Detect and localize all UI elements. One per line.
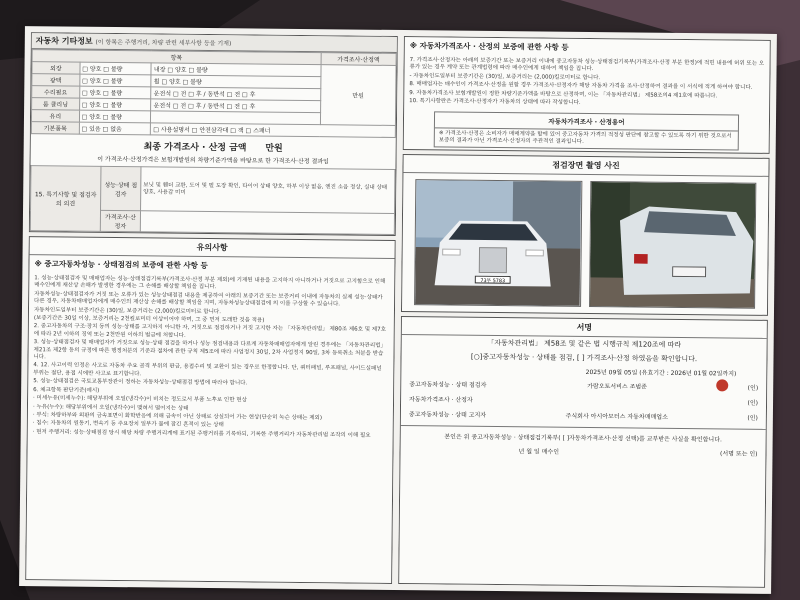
note-item: · 누유(누수): 해당부위에서 오일(냉각수)이 맺혀서 떨어지는 상태 bbox=[32, 403, 189, 412]
seal-stamp-icon bbox=[716, 380, 728, 392]
section-title-text: 자동차 기타정보 bbox=[35, 36, 93, 46]
signer-role: 중고자동차성능 · 상태 고지자 bbox=[408, 411, 487, 420]
row-detail: 휠 □ 양호 □ 불량 bbox=[151, 75, 320, 89]
inspector-opinion: 보닛 및 휀더 교환, 도어 및 펄 도장 확인, 타이어 상태 양호, 하부 이상 없음, 엔진 소음 정상, 실내 상태 양호, 사용감 미미 bbox=[141, 167, 395, 214]
front-car-photo bbox=[414, 180, 582, 308]
issue-date: 2025년 09월 05일 (유효기간 : 2026년 01월 02일까지) bbox=[585, 369, 737, 378]
row-options: □ 양호 □ 불량 bbox=[79, 86, 151, 99]
photo-row bbox=[402, 173, 768, 315]
right-column bbox=[398, 36, 771, 588]
row-detail: 내장 □ 양호 □ 불량 bbox=[151, 63, 320, 77]
row-category: 광택 bbox=[32, 74, 80, 86]
note-item: 9. 자동차가격조사 보험개발원이 정한 차량기준가액을 바탕으로 산정하며, 이는 「자동차관리법」 제58조의4 제1호에 따릅니다. bbox=[409, 89, 718, 99]
receipt-block bbox=[400, 425, 765, 461]
legal-text-2: [○]중고자동차성능 · 상태를 점검, [ ] 가격조사·산정 하였음을 확인합니다. bbox=[470, 353, 698, 364]
seal-mark: (인) bbox=[747, 385, 759, 393]
special-notes-table bbox=[30, 165, 396, 235]
col-item-header: 항목 bbox=[32, 50, 321, 65]
notice-list bbox=[28, 272, 395, 444]
appraiser-opinion bbox=[140, 211, 394, 235]
legal-text-1: 「자동차관리법」 제58조 및 같은 법 시행규칙 제120조에 따라 bbox=[487, 339, 682, 350]
price-unit: 만원 bbox=[320, 65, 396, 126]
row-options: □ 양호 □ 불량 bbox=[79, 110, 151, 123]
row-category: 유리 bbox=[31, 110, 79, 122]
note-item: 4. 12. 사고이력 인정은 사고로 자동차 주요 골격 부위의 판금, 용접수리 및 교환이 있는 경우로 한정합니다. 단, 쿼터패널, 루프패널, 사이드실패널 부위는 절단, 용접 시에만 사고로 표기합니다. bbox=[33, 362, 382, 378]
license-plate-text: 73무 5783 bbox=[480, 279, 506, 285]
inspection-record-sheet bbox=[19, 26, 777, 594]
note-item: 자동차성능·상태점검자가 거짓 또는 오류가 있는 성능상태점검 내용을 제공하여 아래의 보증기간 또는 보증거리 이내에 자동차의 실제 성능·상태가 다른 경우, 자동차매매업자에게 매수인의 재산상 손해를 배상할 책임을 지며, 자동차성능상태점검에 의 이를 구상할 수 있습니다. bbox=[34, 291, 383, 308]
row-category: 외장 bbox=[32, 62, 80, 74]
signer-role: 중고자동차성능 · 상태 점검자 bbox=[409, 381, 487, 390]
receipt-text: 본인은 위 중고자동차성능 · 상태점검기록부( [ ]자동차가격조사·산정 선택)를 교부받은 사실을 확인합니다. bbox=[444, 433, 722, 444]
final-price-label: 최종 가격조사 · 산정 금액 bbox=[143, 142, 247, 154]
note-item: · 현저 주행거리: 성능·상태점검 당시 해당 차량 주행거리계에 표기된 주행거리를 기록하되, 기록한 주행거리가 자동차관리법 조작의 이해 필요 bbox=[32, 428, 371, 439]
row-category: 수리필요 bbox=[32, 86, 80, 98]
note-item: - 자동차인도일부터 보증기간은 (30)일, 보증거리는 (2,000)킬로미터로 합니다. bbox=[409, 72, 601, 81]
note-item: 자동차인도일부터 보증기간은 (30)일, 보증거리는 (2,000)킬로미터로 합니다. bbox=[33, 306, 222, 315]
photo-title: 점검장면 촬영 사진 bbox=[403, 155, 768, 177]
seal-mark: (인) bbox=[747, 400, 759, 408]
signature-section bbox=[398, 316, 768, 587]
final-price-note: 이 가격조사·산정가격은 보험개발원의 차량기준가액을 바탕으로 한 가격조사·산정 결과임 bbox=[97, 155, 329, 166]
receipt-sign: (서명 또는 인) bbox=[719, 450, 758, 459]
row-detail: □ 사용설명서 □ 안전삼각대 □ 잭 □ 스패너 bbox=[151, 123, 396, 138]
seal-mark: (인) bbox=[747, 415, 758, 423]
note-item: 6. 체크항목 판단기준(예시) bbox=[33, 386, 100, 394]
left-column bbox=[25, 32, 398, 584]
row-category: 룸 클리닝 bbox=[32, 98, 80, 110]
signer-row bbox=[401, 406, 766, 425]
row-category: 기본품목 bbox=[31, 122, 79, 134]
notice-title: 유의사항 bbox=[30, 237, 395, 259]
row-options: □ 양호 □ 불량 bbox=[80, 62, 152, 75]
notice-section bbox=[25, 236, 396, 584]
note-item: 7. 가격조사·산정자는 아래의 보증기간 또는 보증거리 이내에 중고자동차 성능·상태점검기록부(가격조사·산정 부분 한정)에 적힌 내용에 허위 또는 오류가 있는 경우 계약 또는 관계법령에 따라 매수인에게 대하여 책임을 집니다. bbox=[409, 57, 765, 73]
special-notes-label: 15. 특기사항 및 점검자의 의견 bbox=[30, 166, 101, 232]
note-item: · 부식: 차량하부와 외판의 금속표면이 화학반응에 의해 금속이 아닌 상태로 상실되어 가는 현상(단순히 녹슨 상태는 제외) bbox=[32, 412, 323, 422]
row-options: □ 양호 □ 불량 bbox=[79, 98, 151, 111]
signer-role: 자동차가격조사 · 산정자 bbox=[409, 396, 473, 405]
appraiser-label: 가격조사·산정자 bbox=[100, 210, 140, 231]
notice-heading: ※ 중고자동차성능 · 상태점검의 보증에 관한 사항 등 bbox=[34, 259, 208, 271]
row-options: □ 양호 □ 불량 bbox=[80, 74, 152, 87]
col-price-header: 가격조사·산정액 bbox=[321, 53, 396, 66]
receipt-date: 년 월 일 매수인 bbox=[518, 448, 560, 457]
signer-name: 주식회사 아시아모터스 자동차매매업소 bbox=[565, 413, 668, 422]
note-item: 3. 성능·상태점검자 및 매매업자가 거짓으로 성능·상태 점검을 하거나 성능 점검내용과 다르게 자동차매매업자에게 알린 경우에는 「자동차관리법」 제21조 제2항 등의 규정에 따른 행정처분의 기준과 절차에 관한 규칙 제5조에 따라 사업정지 30일, 2차 사업정지 90일, 3차 등록취소 처분을 받습니다. bbox=[33, 339, 387, 361]
vehicle-info-table bbox=[31, 49, 397, 138]
note-item: · 미세누유(미세누수): 해당부위에 오일(냉각수)이 비치는 정도로서 부품 노후로 인한 현상 bbox=[33, 395, 247, 404]
row-detail: 운전석 □ 전 □ 후 / 동반석 □ 전 □ 후 bbox=[151, 99, 320, 113]
receipt-sign-row bbox=[400, 442, 765, 461]
inspector-label: 성능·상태 점검자 bbox=[101, 166, 141, 210]
final-price-unit: 만원 bbox=[265, 143, 283, 154]
signer-name: 가람오토서비스 조범준 bbox=[587, 383, 648, 392]
terms-text: ※ 가격조사·산정은 소비자가 매매계약을 함에 있어 중고자동차 가격의 적정성 판단에 참고할 수 있도록 하기 위한 것으로서 보증의 결과가 아닌 가격조사·산정자의 주관적인 결과입니다. bbox=[438, 130, 732, 146]
note-item: (보증기간은 30일 이상, 보증거리는 2천킬로미터 이상이어야 하며, 그 중 먼저 도래한 것을 적용) bbox=[33, 315, 265, 324]
note-item: 2. 중고자동차의 구조·장치 등의 성능·상태를 고지하지 아니한 자, 거짓으로 점검하거나 거짓 고지한 자는 「자동차관리법」 제80조 제6호 및 제7호에 따라 2년 이하의 징역 또는 2천만원 이하의 벌금에 처합니다. bbox=[33, 323, 386, 339]
row-options: □ 있음 □ 없음 bbox=[79, 122, 151, 135]
terms-box bbox=[434, 112, 739, 151]
row-detail: 운전석 □ 전 □ 후 / 동반석 □ 전 □ 후 bbox=[151, 87, 320, 101]
note-item: 8. 매매업자는 매수인이 가격조사·산정을 원할 경우 가격조사·산정자가 해당 자동차 가격을 조사·산정하여 결과를 이 서식에 적게 하여야 합니다. bbox=[409, 81, 753, 91]
warranty-list bbox=[404, 54, 770, 113]
note-item: · 침수: 자동차의 원동기, 변속기 등 주요장치 일부가 물에 잠긴 흔적이 있는 상태 bbox=[32, 420, 224, 429]
section-subtitle: (이 항목은 주행거리, 차량 관련 세부사항 등을 기재) bbox=[95, 38, 232, 48]
warranty-heading: ※ 자동차가격조사 · 산정의 보증에 관한 사항 등 bbox=[409, 41, 569, 52]
rear-car-photo bbox=[589, 181, 757, 309]
signature-title: 서명 bbox=[402, 317, 767, 339]
photo-section bbox=[401, 154, 770, 316]
vehicle-other-info-section bbox=[29, 32, 398, 236]
warranty-section bbox=[403, 36, 771, 154]
terms-title: 자동차가격조사 · 산정용어 bbox=[435, 113, 738, 132]
note-item: 10. 특기사항란은 가격조사·산정자가 자동차의 상태에 따라 작성합니다. bbox=[409, 98, 581, 106]
note-item: 5. 성능·상태점검은 국토교통부장관이 정하는 자동차성능·상태점검 방법에 따라야 합니다. bbox=[33, 378, 248, 387]
note-item: 1. 성능·상태점검자 및 매매업자는 성능·상태점검기록부(가격조사·산정 부분 제외)에 기재된 내용을 고지하지 아니하거나 거짓으로 고지함으로 인해 매수인에게 재산상 손해가 발생한 경우에는 그 손해를 배상할 책임을 집니다. bbox=[34, 275, 386, 291]
